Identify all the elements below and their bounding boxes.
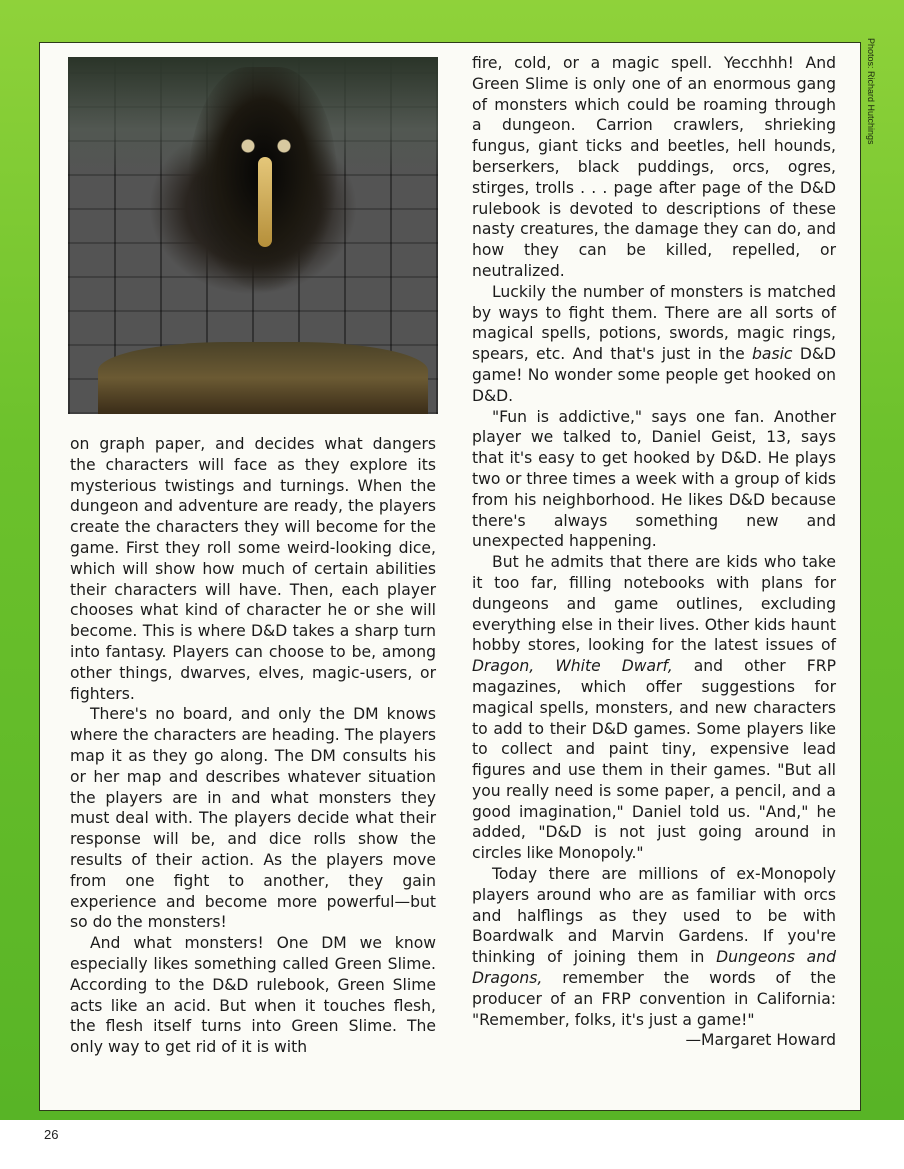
monster-figurine-photo <box>68 57 438 414</box>
page-number: 26 <box>44 1127 59 1142</box>
photo-credit: Photos: Richard Hutchings <box>866 38 876 145</box>
figurine-base <box>98 342 428 414</box>
paragraph: Luckily the number of monsters is matched by ways to fight them. There are all sorts of magical spells, potions, swords, magic rings, spears, etc. And that's just in the basic D&D game! No wonder some people get hooked on D&D. <box>472 282 836 405</box>
paragraph: fire, cold, or a magic spell. Yecchhh! And Green Slime is only one of an enormous gang of monsters which could be roaming through a dungeon. Carrion crawlers, shrieking fungus, giant ticks and beetles, hell hounds, berserkers, black puddings, orcs, ogres, stirges, trolls . . . page after page of the D&D rulebook is devoted to descriptions of these nasty creatures, the damage they can do, and how they can be killed, repelled, or neutralized. <box>472 54 836 280</box>
author-signature: —Margaret Howard <box>685 1031 836 1050</box>
paragraph: And what monsters! One DM we know especially likes something called Green Slime. According to the D&D rulebook, Green Slime acts like an acid. But when it touches flesh, the flesh itself turns into Green Slime. The only way to get rid of it is with <box>70 934 436 1057</box>
paragraph: There's no board, and only the DM knows where the characters are heading. The players map it as they go along. The DM consults his or her map and describes whatever situation the players are in and what monsters they must deal with. The players decide what their response will be, and dice rolls show the results of their action. As the players move from one fight to another, they gain experience and become more powerful—but so do the monsters! <box>70 705 436 932</box>
paragraph: Today there are millions of ex-Monopoly players around who are as familiar with orcs and halflings as they used to be with Boardwalk and Marvin Gardens. If you're thinking of joining them in Dungeons and Dragons, remember the words of the producer of an FRP convention in California: "Remember, folks, it's just a game!" <box>472 865 837 1029</box>
right-column <box>472 53 836 1051</box>
paragraph: on graph paper, and decides what dangers the characters will face as they explore its mysterious twistings and turnings. When the dungeon and adventure are ready, the players create the characters they will become for the game. First they roll some weird-looking dice, which will show how much of certain abilities their characters will have. Then, each player chooses what kind of character he or she will become. This is where D&D takes a sharp turn into fantasy. Players can choose to be, among other things, dwarves, elves, magic-users, or fighters. <box>70 435 436 703</box>
paragraph: "Fun is addictive," says one fan. Another player we talked to, Daniel Geist, 13, says that it's easy to get hooked by D&D. He plays two or three times a week with a group of kids from his neighborhood. He likes D&D because there's always something new and unexpected happening. <box>472 407 836 551</box>
paragraph: But he admits that there are kids who take it too far, filling notebooks with plans for dungeons and game outlines, excluding everything else in their lives. Other kids haunt hobby stores, looking for the latest issues of Dragon, White Dwarf, and other FRP magazines, which offer suggestions for magical spells, monsters, and new characters to add to their D&D games. Some players like to collect and paint tiny, expensive lead figures and use them in their games. "But all you really need is some paper, a pencil, and a good imagination," Daniel told us. "And," he added, "D&D is not just going around in circles like Monopoly." <box>472 553 836 863</box>
left-column <box>70 434 436 1058</box>
